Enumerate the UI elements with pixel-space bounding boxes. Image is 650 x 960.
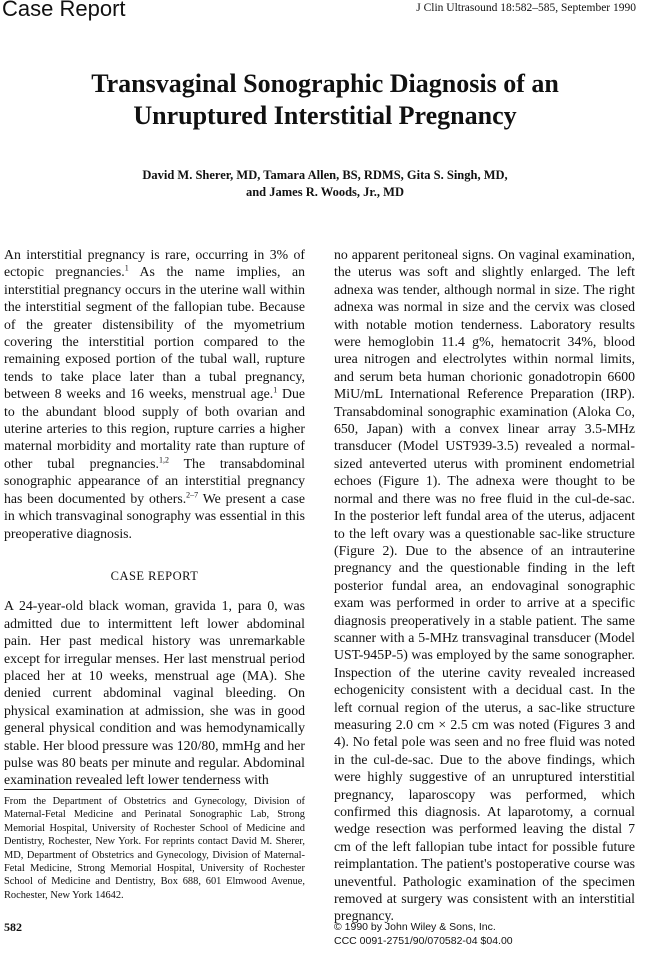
citation-ref: 1 bbox=[124, 263, 129, 273]
page-number: 582 bbox=[4, 920, 22, 934]
article-title bbox=[20, 68, 630, 132]
affiliation-footnote: From the Department of Obstetrics and Gynecology, Division of Maternal-Fetal Medicine and Perinatal Sonographic Lab, Strong Memorial Hospital, University of Rochester School of Medicine and Dentistry, Rochester, New York. For reprints contact David M. Sherer, MD, Department of Obstetrics and Gynecology, Division of Maternal-Fetal Medicine, Strong Memorial Hospital, University of Rochester School of Medicine and Dentistry, Box 688, 601 Elmwood Avenue, Rochester, New York 14642. bbox=[4, 796, 305, 901]
footnote-divider bbox=[4, 789, 219, 790]
copyright-notice bbox=[334, 920, 513, 948]
intro-text-2: As the name implies, an interstitial pregnancy occurs in the uterine wall within the interstitial segment of the fallopian tube. Because of the greater distensibility of the myometrium covering the interstitial portion compared to the remaining exposed portion of the tubal wall, rupture tends to take place later than a tubal pregnancy, between 8 weeks and 16 weeks, menstrual age. bbox=[4, 264, 305, 402]
case-paragraph-right: no apparent peritoneal signs. On vaginal examination, the uterus was soft and slightly enlarged. The left adnexa was tender, although normal in size. The right adnexa was normal in size and the cervix was closed with notable motion tenderness. Laboratory results were hemoglobin 11.4 g%, hematocrit 34%, blood urea nitrogen and electrolytes within normal limits, and serum beta human chorionic gonadotropin 6600 MiU/mL International Reference Preparation (IRP). Transabdominal sonographic examination (Aloka Co, 650, Japan) with a convex linear array 3.5-MHz transducer (Model UST939-3.5) revealed a normal-sized anteverted uterus with prominent endometrial echoes (Figure 1). The adnexa were thought to be normal and there was no free fluid in the cul-de-sac. In the posterior left fundal area of the uterus, adjacent to the left ovary was a questionable sac-like structure (Figure 2). Due to the absence of an intrauterine pregnancy and the questionable finding in the left posterior fundal area, an endovaginal sonographic exam was performed in order to arrive at a specific diagnosis preoperatively in a stable patient. The same scanner with a 5-MHz transvaginal transducer (Model UST-945P-5) was employed by the same sonographer. Inspection of the uterine cavity revealed increased echogenicity consistent with a decidual cast. In the left cornual region of the uterus, a sac-like structure measuring 2.0 cm × 2.5 cm was noted (Figures 3 and 4). No fetal pole was seen and no free fluid was noted in the cul-de-sac. Due to the above findings, which were highly suggestive of an unruptured interstitial pregnancy, laparoscopy was performed, which confirmed this diagnosis. At laparotomy, a cornual wedge resection was performed leaving the distal 7 cm of the left fallopian tube intact for possible future reimplantation. The patient's postoperative course was uneventful. Pathologic examination of the specimen removed at surgery was consistent with an interstitial pregnancy. bbox=[334, 247, 635, 924]
citation-ref: 1,2 bbox=[159, 455, 169, 465]
intro-paragraph bbox=[4, 246, 305, 542]
intro-text-4: The transabdominal sonographic appearance of an interstitial pregnancy has been documented by others. bbox=[4, 455, 305, 506]
intro-text-3: Due to the abundant blood supply of both ovarian and uterine arteries to this region, rupture carries a higher maternal morbidity and mortality rate than rupture of other tubal pregnancies. bbox=[4, 386, 306, 471]
author-line-1: David M. Sherer, MD, Tamara Allen, BS, RDMS, Gita S. Singh, MD, bbox=[142, 168, 508, 182]
author-line-2: and James R. Woods, Jr., MD bbox=[245, 185, 404, 199]
section-label: Case Report bbox=[2, 0, 126, 21]
copyright-line-1: © 1990 by John Wiley & Sons, Inc. bbox=[334, 921, 496, 933]
title-line-2: Unruptured Interstitial Pregnancy bbox=[133, 101, 517, 130]
title-line-1: Transvaginal Sonographic Diagnosis of an bbox=[91, 69, 559, 98]
case-paragraph-left: A 24-year-old black woman, gravida 1, para 0, was admitted due to intermittent left lower abdominal pain. Her past medical history was unremarkable except for irregular menses. Her last menstrual period placed her at 10 weeks, menstrual age (MA). She denied current abdominal vaginal bleeding. On physical examination at admission, she was in good general physical condition and was hemodynamically stable. Her blood pressure was 120/80, mmHg and her pulse was 80 beats per minute and regular. Abdominal examination revealed left lower tenderness with bbox=[4, 598, 305, 788]
section-heading: CASE REPORT bbox=[110, 568, 199, 583]
citation-ref: 1 bbox=[273, 385, 278, 395]
intro-text-1: An interstitial pregnancy is rare, occurring in 3% of ectopic pregnancies. bbox=[4, 247, 305, 280]
right-column bbox=[334, 246, 635, 925]
copyright-line-2: CCC 0091-2751/90/070582-04 $04.00 bbox=[334, 935, 513, 947]
citation-ref: 2–7 bbox=[186, 490, 199, 500]
journal-citation: J Clin Ultrasound 18:582–585, September 1990 bbox=[416, 2, 636, 14]
author-list bbox=[40, 167, 610, 201]
intro-text-5: We present a case in which transvaginal sonography was essential in this preoperative diagnosis. bbox=[4, 490, 306, 541]
left-column bbox=[4, 246, 305, 789]
